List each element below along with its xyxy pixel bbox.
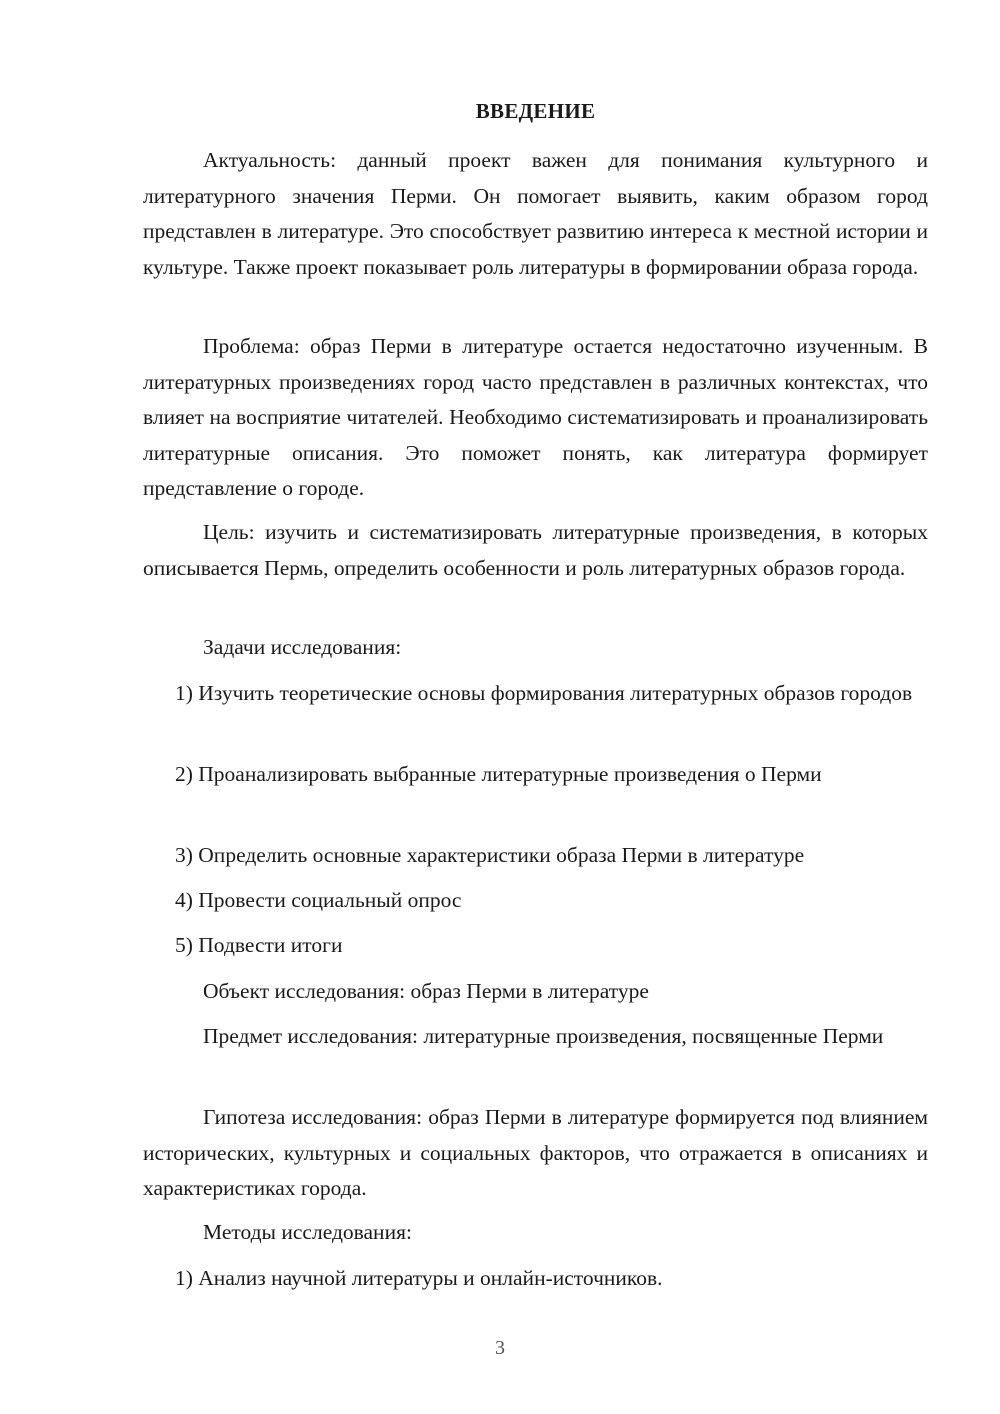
page-number: 3	[495, 1337, 505, 1359]
problem-paragraph: Проблема: образ Перми в литературе остается недостаточно изученным. В литературных произведениях город часто представлен в различных контекстах, что влияет на восприятие читателей. Необходимо систематизировать и проанализировать литературные описания. Это поможет понять, как литература формирует представление о городе.	[143, 334, 928, 500]
task-item: 1) Изучить теоретические основы формирования литературных образов городов	[175, 681, 913, 705]
task-item: 5) Подвести итоги	[175, 933, 343, 957]
tasks-heading: Задачи исследования:	[203, 635, 402, 659]
methods-heading: Методы исследования:	[203, 1220, 412, 1244]
hypothesis-paragraph: Гипотеза исследования: образ Перми в литературе формируется под влиянием исторических, культурных и социальных факторов, что отражается в описаниях и характеристиках города.	[143, 1105, 928, 1200]
task-item: 4) Провести социальный опрос	[175, 888, 462, 912]
task-item: 3) Определить основные характеристики образа Перми в литературе	[175, 843, 805, 867]
task-item: 2) Проанализировать выбранные литературные произведения о Перми	[175, 762, 822, 786]
relevance-paragraph: Актуальность: данный проект важен для понимания культурного и литературного значения Перми. Он помогает выявить, каким образом город представлен в литературе. Это способствует развитию интереса к местной истории и культуре. Также проект показывает роль литературы в формировании образа города.	[143, 148, 928, 279]
section-title: ВВЕДЕНИЕ	[475, 99, 596, 123]
object-paragraph: Объект исследования: образ Перми в литературе	[203, 979, 649, 1003]
goal-paragraph: Цель: изучить и систематизировать литературные произведения, в которых описывается Пермь, определить особенности и роль литературных образов города.	[143, 520, 928, 580]
subject-paragraph: Предмет исследования: литературные произведения, посвященные Перми	[203, 1024, 884, 1048]
method-item: 1) Анализ научной литературы и онлайн-источников.	[175, 1266, 663, 1290]
